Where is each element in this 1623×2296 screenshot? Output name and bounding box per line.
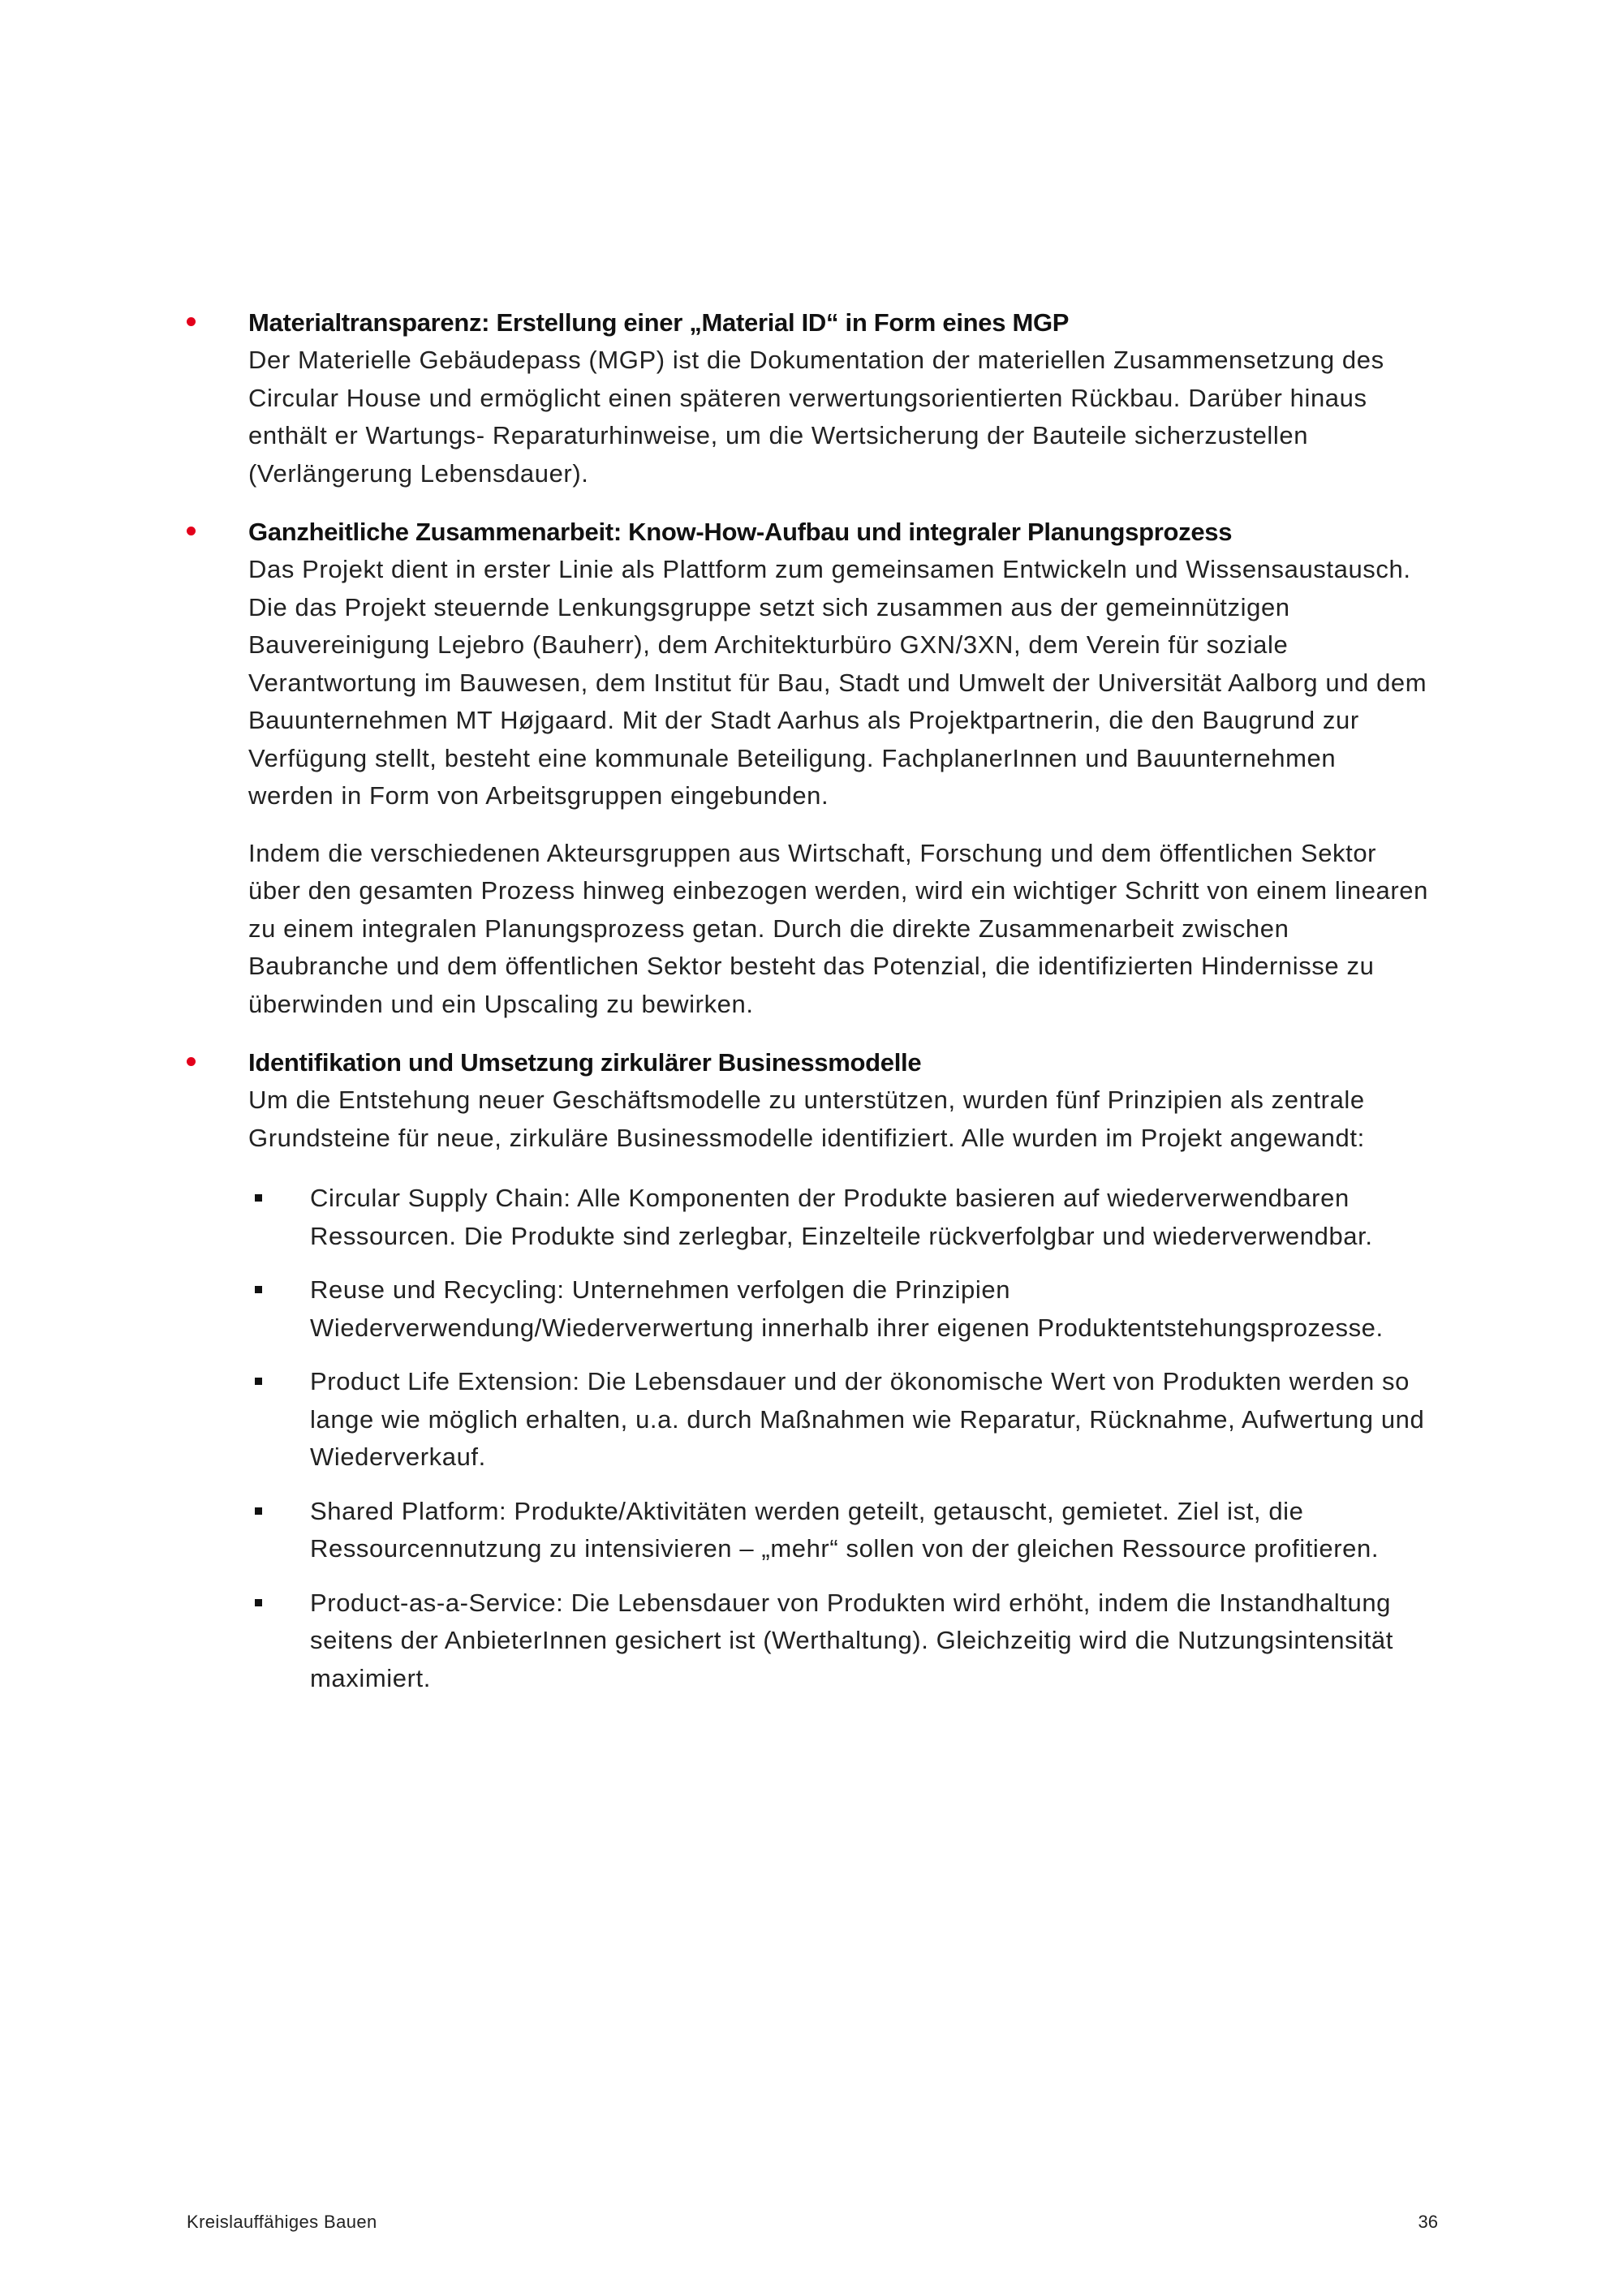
sub-item-text: Shared Platform: Produkte/Aktivitäten werden geteilt, getauscht, gemietet. Ziel ist, die Ressourcennutzung zu intensivieren – „mehr“ sollen von der gleichen Ressource profitieren. [310, 1496, 1380, 1563]
sub-list-item [248, 1271, 1428, 1347]
square-bullet-icon [255, 1507, 262, 1515]
square-bullet-icon [255, 1599, 262, 1606]
sub-list-item [248, 1493, 1428, 1568]
red-bullet-icon [187, 1057, 196, 1066]
paragraph: Der Materielle Gebäudepass (MGP) ist die Dokumentation der materiellen Zusammensetzung des Circular House und ermöglicht einen späteren verwertungsorientierten Rückbau. Darüber hinaus enthält er Wartungs- Reparaturhinweise, um die Wertsicherung der Bauteile sicherzustellen (Verlängerung Lebensdauer). [248, 346, 1384, 488]
section-heading: Ganzheitliche Zusammenarbeit: Know-How-Aufbau und integraler Planungsprozess [248, 518, 1233, 546]
red-bullet-icon [187, 527, 196, 535]
section-heading: Identifikation und Umsetzung zirkulärer Businessmodelle [248, 1048, 922, 1077]
red-bullet-icon [187, 317, 196, 326]
main-content [187, 304, 1428, 1718]
sub-item-text: Product Life Extension: Die Lebensdauer und der ökonomische Wert von Produkten werden so lange wie möglich erhalten, u.a. durch Maßnahmen wie Reparatur, Rücknahme, Aufwertung und Wiederverkauf. [310, 1367, 1425, 1471]
sub-item-text: Product-as-a-Service: Die Lebensdauer von Produkten wird erhöht, indem die Instandhaltung seitens der AnbieterInnen gesichert ist (Werthaltung). Gleichzeitig wird die Nutzungsintensität maximiert. [310, 1588, 1393, 1692]
sub-item-text: Reuse und Recycling: Unternehmen verfolgen die Prinzipien Wiederverwendung/Wiederverwertung innerhalb ihrer eigenen Produktentstehungsprozesse. [310, 1275, 1384, 1342]
page-number: 36 [1418, 2212, 1438, 2232]
section-heading: Materialtransparenz: Erstellung einer „Material ID“ in Form eines MGP [248, 308, 1070, 337]
sub-list-item [248, 1363, 1428, 1477]
square-bullet-icon [255, 1286, 262, 1293]
paragraph: Um die Entstehung neuer Geschäftsmodelle zu unterstützen, wurden fünf Prinzipien als zentrale Grundsteine für neue, zirkuläre Businessmodelle identifiziert. Alle wurden im Projekt angewandt: [248, 1086, 1365, 1152]
list-item-business-models [187, 1044, 1428, 1697]
square-bullet-icon [255, 1194, 262, 1202]
paragraph: Das Projekt dient in erster Linie als Plattform zum gemeinsamen Entwickeln und Wissensaustausch. Die das Projekt steuernde Lenkungsgruppe setzt sich zusammen aus der gemeinnützigen Bauvereinigung Lejebro (Bauherr), dem Architekturbüro GXN/3XN, dem Verein für soziale Verantwortung im Bauwesen, dem Institut für Bau, Stadt und Umwelt der Universität Aalborg und dem Bauunternehmen MT Højgaard. Mit der Stadt Aarhus als Projektpartnerin, die den Baugrund zur Verfügung stellt, besteht eine kommunale Beteiligung. FachplanerInnen und Bauunternehmen werden in Form von Arbeitsgruppen eingebunden. [248, 555, 1427, 810]
sub-list-item [248, 1584, 1428, 1698]
principles-list [248, 1180, 1428, 1697]
list-item-material-transparency [187, 304, 1428, 492]
list-item-collaboration [187, 514, 1428, 1023]
paragraph: Indem die verschiedenen Akteursgruppen aus Wirtschaft, Forschung und dem öffentlichen Sektor über den gesamten Prozess hinweg einbezogen werden, wird ein wichtiger Schritt von einem linearen zu einem integralen Planungsprozess getan. Durch die direkte Zusammenarbeit zwischen Baubranche und dem öffentlichen Sektor besteht das Potenzial, die identifizierten Hindernisse zu überwinden und ein Upscaling zu bewirken. [248, 838, 1428, 1018]
sub-item-text: Circular Supply Chain: Alle Komponenten der Produkte basieren auf wiederverwendbaren Ressourcen. Die Produkte sind zerlegbar, Einzelteile rückverfolgbar und wiederverwendbar. [310, 1184, 1373, 1250]
sub-list-item [248, 1180, 1428, 1255]
square-bullet-icon [255, 1378, 262, 1385]
footer-title: Kreislauffähiges Bauen [187, 2212, 377, 2232]
